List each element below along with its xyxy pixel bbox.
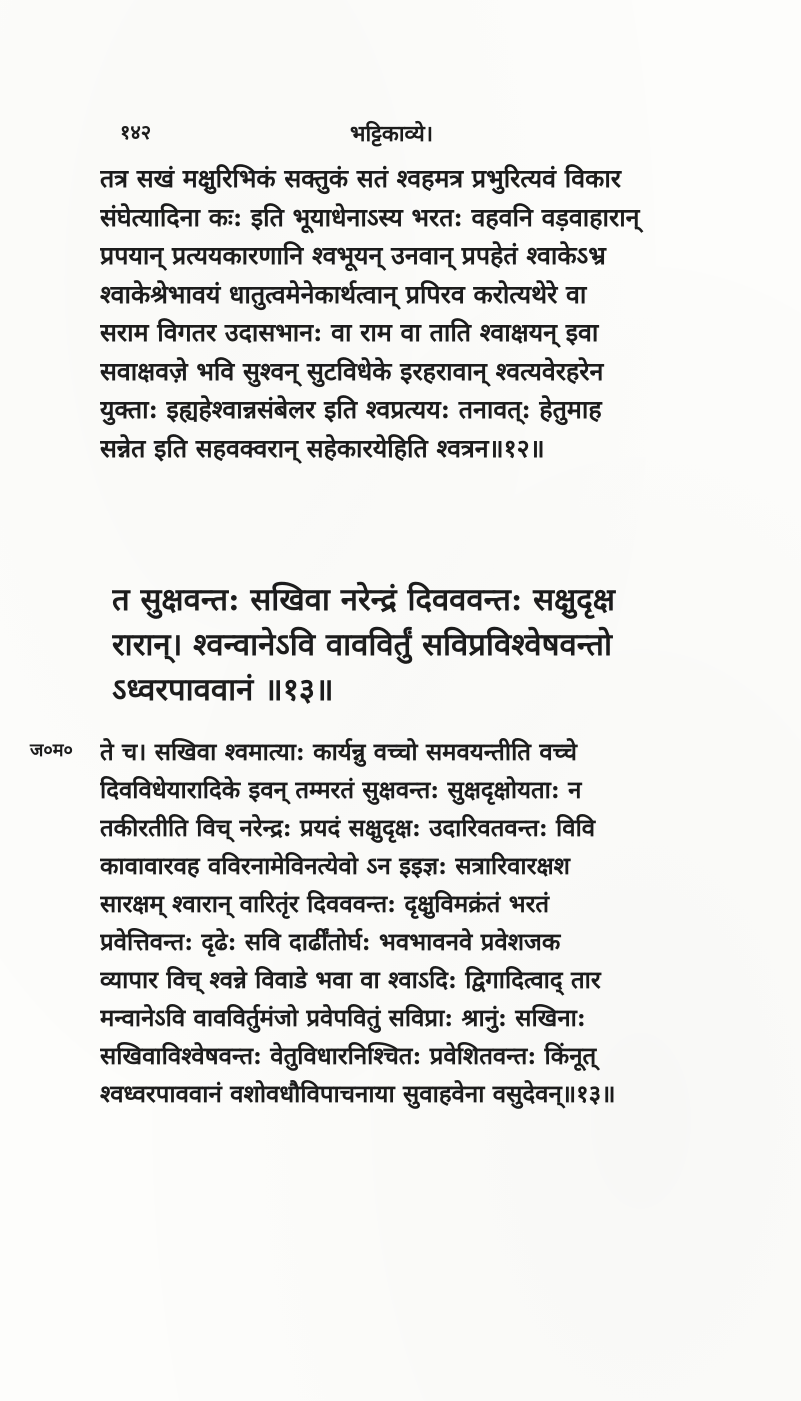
commentary-line: ते च। सखिवा श्वमात्या: कार्यन्नु वच्चो समवयन्तीति वच्चे	[100, 737, 577, 766]
page-number: १४२	[120, 120, 152, 144]
commentary-line: कावावारवह वविरनामेविनत्येवो ऽन इइज्ञ: सत्रारिवारक्षश	[100, 851, 570, 880]
running-title: भट्टिकाव्ये।	[350, 121, 434, 147]
verse-line: रारान्। श्वन्वानेऽवि वावविर्तुं सविप्रविश्वेषवन्तो	[112, 627, 613, 663]
margin-label: ज०म०	[30, 740, 73, 761]
commentary-line: सन्नेत इति सहवक्वरान् सहेकारयेहिति श्वत्रन॥१२॥	[100, 433, 545, 463]
commentary-bottom	[100, 733, 740, 1113]
commentary-top	[100, 160, 740, 468]
commentary-line: श्वध्वरपाववानं वशोवधौविपाचनाया सुवाहवेना वसुदेवन्॥१३॥	[100, 1079, 616, 1108]
commentary-line: श्वाकेश्रेभावयं धातुत्वमेनेकार्थत्वान् प्रपिरव करोत्यथेरे वा	[100, 279, 587, 309]
commentary-line: प्रपयान् प्रत्ययकारणानि श्वभूयन् उनवान् प्रपहेतं श्वाकेऽभ्र	[100, 241, 606, 270]
page-header	[90, 118, 730, 148]
commentary-line: सखिवाविश्वेषवन्त: वेतुविधारनिश्चित: प्रवेशितवन्त: किंनूत्	[100, 1041, 597, 1070]
commentary-line: युक्ता: इह्यहेश्वान्नसंबेलर इति श्वप्रत्यय: तनावत्: हेतुमाह	[100, 395, 602, 424]
commentary-line: सवाक्षवज़े भवि सुश्वन् सुटविधेके इरहरावान् श्वत्यवेरहरेन	[100, 356, 604, 386]
commentary-line: तत्र सखं मक्षुरिभिकं सक्तुकं सतं श्वहमत्र प्रभुरित्यवं विकार	[100, 164, 622, 193]
verse-line: ऽध्वरपाववानं ॥१३॥	[112, 672, 334, 708]
commentary-line: तकीरतीति विच् नरेन्द्र: प्रयदं सक्षुदृक्ष: उदारिवतवन्त: विवि	[100, 813, 596, 842]
commentary-line: व्यापार विच् श्वन्ने विवाडे भवा वा श्वाऽदि: द्विगादित्वाद् तार	[100, 965, 601, 994]
commentary-line: मन्वानेऽवि वावविर्तुमंजो प्रवेपवितुं सविप्रा: श्रानुं: सखिना:	[100, 1003, 586, 1032]
commentary-line: प्रवेत्तिवन्त: दृढे: सवि दार्ढींतोर्घ: भवभावनवे प्रवेशजक	[100, 927, 561, 956]
commentary-line: संघेत्यादिना कः: इति भूयाधेनाऽस्य भरत: वहवनि वड़वाहारान्	[100, 202, 640, 232]
commentary-line: सारक्षम् श्वारान् वारितृंर दिवववन्त: दृक्षुविमक्रंतं भरतं	[100, 889, 550, 918]
commentary-line: सराम विगतर उदासभान: वा राम वा ताति श्वाक्षयन् इवा	[100, 318, 599, 347]
commentary-line: दिवविधेयारादिके इवन् तम्मरतं सुक्षवन्त: सुक्षदृक्षोयता: न	[100, 775, 582, 804]
verse	[112, 578, 752, 713]
verse-line: त सुक्षवन्त: सखिवा नरेन्द्रं दिवववन्त: सक्षुदृक्ष	[112, 582, 615, 618]
